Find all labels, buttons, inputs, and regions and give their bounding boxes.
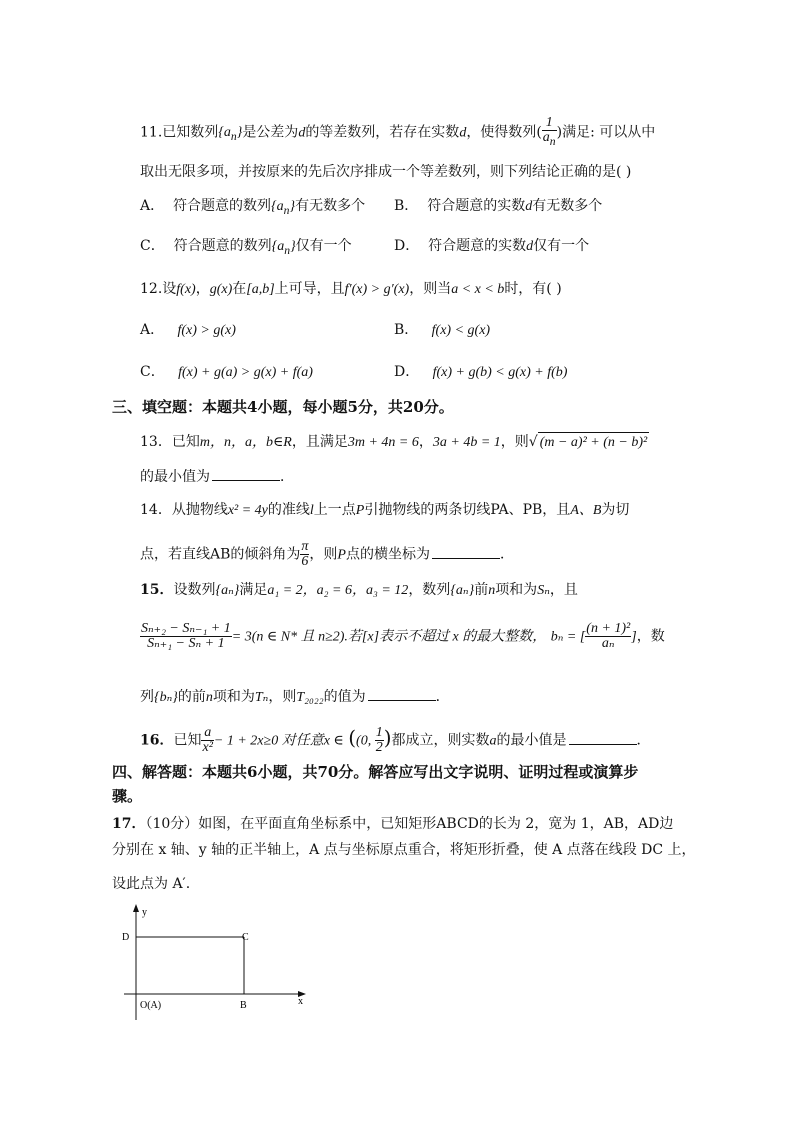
- q11-text: 11.已知数列: [140, 124, 219, 141]
- q12-option-c: C． f(x) + g(a) > g(x) + f(a): [140, 364, 313, 380]
- label-c: C: [242, 932, 249, 943]
- answer-blank[interactable]: [368, 686, 436, 701]
- answer-blank[interactable]: [212, 466, 280, 481]
- q12-option-b: B． f(x) < g(x): [394, 322, 491, 338]
- q12-option-a: A． f(x) > g(x): [140, 322, 236, 338]
- q11-option-b: B． 符合题意的实数d有无数多个: [394, 198, 603, 214]
- q15-line1: 15．设数列{aₙ}满足a₁ = 2，a₂ = 6，a₃ = 12，数列{aₙ}前n项和为Sₙ，且: [140, 582, 578, 598]
- label-b: B: [240, 1000, 247, 1011]
- q17-line2: 分别在 x 轴、y 轴的正半轴上，A 点与坐标原点重合，将矩形折叠，使 A 点落在线段 DC 上，: [112, 842, 696, 858]
- q11-line2: 取出无限多项，并按原来的先后次序排成一个等差数列，则下列结论正确的是( ): [140, 164, 632, 180]
- q15-bn-frac: $\frac{\text{(n + 1)²}}{\text{aₙ}}$: [586, 621, 631, 651]
- label-origin: O(A): [140, 1000, 162, 1011]
- q11-seq: $\{a_n\}$: [218, 125, 243, 144]
- q12-option-d: D． f(x) + g(b) < g(x) + f(b): [394, 364, 568, 380]
- q11-option-d: D． 符合题意的实数d仅有一个: [394, 238, 590, 254]
- q14-line2: 点，若直线AB的倾斜角为 $\frac{\pi}{6}$ ，则P点的横坐标为 ．: [140, 539, 514, 569]
- q11-option-a: A． 符合题意的数列$\{a_n\}$有无数多个: [140, 198, 366, 217]
- section-4-heading: 四、解答题：本题共6小题，共70分。解答应写出文字说明、证明过程或演算步: [112, 763, 639, 781]
- q15-line2: $\frac{\text{Sₙ₊₂ − Sₙ₋₁ + 1}}{\text{Sₙ₊₁ − Sₙ + 1}}$ = 3(n ∈ N* 且 n≥2).若[x]表示不超过 x 的最大整数， bₙ = [ $\frac{\text{(n + 1)²}}{\text{aₙ}}$ ]，数: [141, 621, 665, 651]
- q17-line3: 设此点为 A′.: [112, 876, 191, 892]
- q14-frac: $\frac{\pi}{6}$: [301, 539, 309, 569]
- q16-line1: 16．已知 $\frac{a}{\text{x²}}$ − 1 + 2x≥0 对任意x ∈ ((0, $\frac{1}{2}$ )都成立，则实数a的最小值是 ．: [140, 725, 651, 755]
- section-4-heading-cont: 骤。: [112, 787, 143, 805]
- q11-line1: 11.已知数列$\{a_n\}$是公差为d的等差数列，若存在实数d，使得数列( $\frac{1}{a_n}$ )满足: 可以从中: [140, 115, 656, 148]
- q11-option-c: C． 符合题意的数列$\{a_n\}$仅有一个: [140, 238, 352, 257]
- label-d: D: [122, 932, 130, 943]
- q16-frac: $\frac{a}{\text{x²}}$: [202, 725, 213, 755]
- q17-line1: 17．（10分）如图，在平面直角坐标系中，已知矩形ABCD的长为 2，宽为 1，AB，AD边: [112, 816, 674, 832]
- q13-line2: 的最小值为 ．: [140, 466, 294, 487]
- q14-line1: 14．从抛物线x² = 4y的准线l上一点P引抛物线的两条切线PA、PB，且A、B为切: [140, 502, 630, 518]
- section-3-heading: 三、填空题：本题共4小题，每小题5分，共20分。: [112, 398, 454, 416]
- y-axis-arrow: [133, 904, 139, 912]
- answer-blank[interactable]: [432, 544, 500, 559]
- q15-line3: 列{bₙ}的前n项和为Tₙ，则T₂₀₂₂的值为 ．: [140, 686, 450, 708]
- label-y: y: [142, 907, 147, 918]
- q15-frac: $\frac{\text{Sₙ₊₂ − Sₙ₋₁ + 1}}{\text{Sₙ₊₁ − Sₙ + 1}}$: [141, 621, 231, 651]
- label-x: x: [298, 996, 303, 1007]
- q11-frac: $\frac{1}{a_n}$: [542, 115, 556, 148]
- q13-line1: 13．已知m，n，a，b∈R，且满足3m + 4n = 6，3a + 4b = 1，则√ (m − a)² + (n − b)²: [140, 432, 649, 453]
- answer-blank[interactable]: [569, 730, 637, 745]
- q12-line1: 12.设f(x)，g(x)在[a,b]上可导，且f′(x) > g′(x)，则当a < x < b时，有( ): [140, 281, 562, 297]
- rectangle-figure: [110, 900, 320, 1030]
